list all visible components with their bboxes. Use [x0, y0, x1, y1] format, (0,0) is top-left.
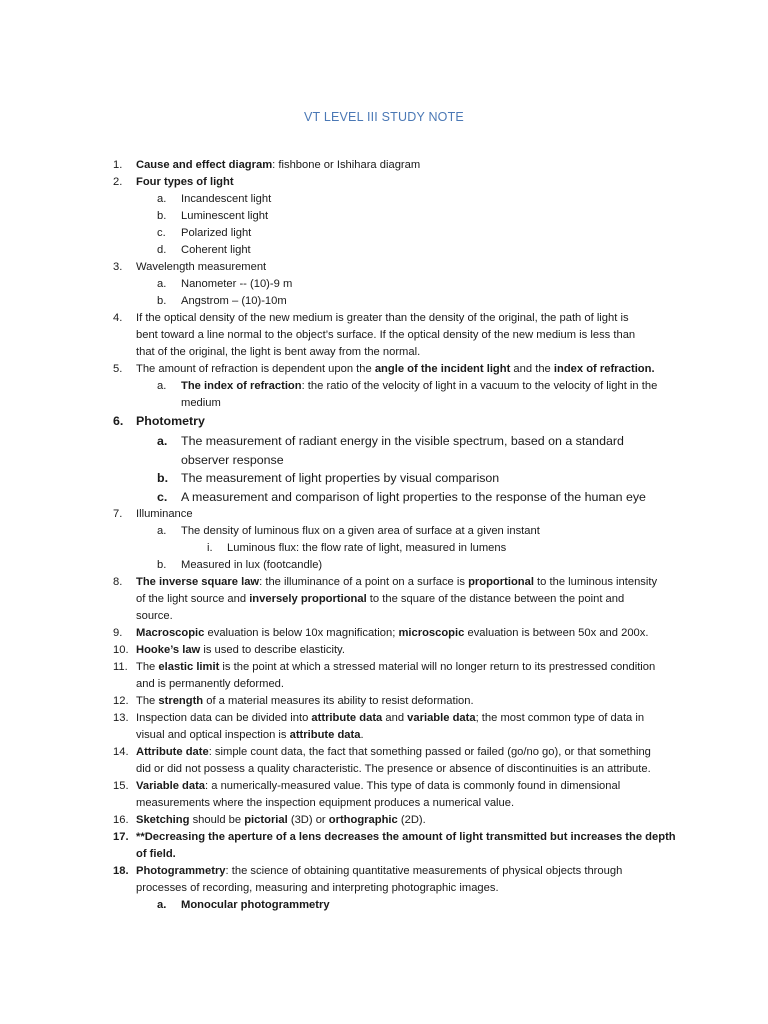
list-item-text — [181, 208, 268, 225]
list-item-text — [181, 378, 657, 395]
list-item — [0, 897, 768, 914]
list-item — [0, 608, 768, 625]
list-item — [0, 208, 768, 225]
list-marker: 9. — [113, 627, 123, 639]
list-marker: 12. — [113, 695, 129, 707]
list-marker: 14. — [113, 746, 129, 758]
list-item — [0, 432, 768, 451]
bold-text: angle of the incident light — [374, 363, 511, 375]
list-marker: a. — [157, 380, 167, 392]
list-item — [0, 727, 768, 744]
text-run: measurements where the inspection equipment produces a numerical value. — [136, 797, 515, 809]
list-item — [0, 523, 768, 540]
text-run: Inspection data can be divided into — [136, 712, 312, 724]
list-item-text — [136, 846, 176, 863]
list-marker: d. — [157, 244, 167, 256]
bold-text: of field. — [136, 848, 176, 860]
text-run: Nanometer -- (10)-9 m — [181, 278, 293, 290]
list-item — [0, 361, 768, 378]
list-item — [0, 574, 768, 591]
list-marker: 1. — [113, 159, 123, 171]
list-item — [0, 693, 768, 710]
list-marker: 10. — [113, 644, 129, 656]
list-marker: c. — [157, 227, 166, 239]
bold-text: strength — [158, 695, 204, 707]
text-run: Incandescent light — [181, 193, 272, 205]
list-item — [0, 557, 768, 574]
list-item — [0, 242, 768, 259]
text-run: Luminous flux: the flow rate of light, measured in lumens — [227, 542, 507, 554]
text-run: (2D). — [397, 814, 426, 826]
list-item — [0, 744, 768, 761]
list-item — [0, 540, 768, 557]
list-item-text — [181, 432, 624, 451]
bold-text: Hooke’s law — [136, 644, 201, 656]
list-item-text — [136, 778, 620, 795]
list-marker: 17. — [113, 831, 129, 843]
list-item — [0, 259, 768, 276]
list-item-text — [227, 540, 506, 557]
text-run: and is permanently deformed. — [136, 678, 285, 690]
document-title: VT LEVEL III STUDY NOTE — [304, 110, 464, 124]
text-run: The — [136, 695, 159, 707]
bold-text: Monocular photogrammetry — [181, 899, 330, 911]
list-item — [0, 761, 768, 778]
text-run: Angstrom – (10)-10m — [181, 295, 287, 307]
text-run: A measurement and comparison of light properties to the response of the human eye — [181, 490, 646, 504]
bold-text: Sketching — [136, 814, 190, 826]
text-run: : the illuminance of a point on a surface is — [259, 576, 469, 588]
list-marker: 11. — [113, 661, 128, 673]
list-item-text — [136, 761, 651, 778]
list-item — [0, 863, 768, 880]
text-run: bent toward a line normal to the object’s surface. If the optical density of the new medium is less than — [136, 329, 636, 341]
text-run: processes of recording, measuring and interpreting photographic images. — [136, 882, 499, 894]
bold-text: The index of refraction — [181, 380, 302, 392]
list-item — [0, 344, 768, 361]
text-run: Measured in lux (footcandle) — [181, 559, 323, 571]
list-item-text — [136, 608, 173, 625]
list-item-text — [181, 488, 646, 507]
list-marker: 18. — [113, 865, 129, 877]
list-marker: 8. — [113, 576, 123, 588]
list-item-text — [181, 276, 292, 293]
list-item — [0, 157, 768, 174]
bold-text: Four types of light — [136, 176, 234, 188]
text-run: If the optical density of the new medium is greater than the density of the original, the path of light is — [136, 312, 629, 324]
list-item-text — [136, 174, 234, 191]
bold-text: inversely proportional — [249, 593, 367, 605]
list-item-text — [181, 225, 251, 242]
list-item — [0, 327, 768, 344]
text-run: The measurement of radiant energy in the visible spectrum, based on a standard — [181, 434, 624, 448]
list-item — [0, 846, 768, 863]
list-item — [0, 829, 768, 846]
list-item — [0, 676, 768, 693]
list-item-text — [136, 727, 364, 744]
list-item — [0, 293, 768, 310]
text-run: of the light source and — [136, 593, 250, 605]
list-item-text — [136, 812, 426, 829]
list-item — [0, 276, 768, 293]
list-item-text — [136, 259, 266, 276]
text-run: ; the most common type of data in — [475, 712, 645, 724]
text-run: medium — [181, 397, 221, 409]
list-item-text — [136, 625, 648, 642]
bold-text: Attribute date — [136, 746, 209, 758]
list-item-text — [136, 344, 420, 361]
bold-text: index of refraction. — [553, 363, 655, 375]
list-item-text — [181, 897, 330, 914]
list-item — [0, 778, 768, 795]
text-run: : fishbone or Ishihara diagram — [272, 159, 421, 171]
text-run: : the ratio of the velocity of light in a vacuum to the velocity of light in the — [301, 380, 658, 392]
bold-text: pictorial — [244, 814, 288, 826]
list-item — [0, 451, 768, 470]
list-item — [0, 591, 768, 608]
bold-text: Macroscopic — [136, 627, 205, 639]
text-run: : simple count data, the fact that something passed or failed (go/no go), or that something — [208, 746, 651, 758]
bold-text: microscopic — [398, 627, 465, 639]
list-item-text — [136, 506, 193, 523]
text-run: and the — [510, 363, 554, 375]
list-marker: a. — [157, 899, 167, 911]
list-item-text — [136, 710, 644, 727]
text-run: source. — [136, 610, 173, 622]
list-item — [0, 378, 768, 395]
list-item — [0, 642, 768, 659]
list-item — [0, 191, 768, 208]
list-item-text — [136, 310, 629, 327]
text-run: to the luminous intensity — [533, 576, 658, 588]
text-run: Illuminance — [136, 508, 193, 520]
text-run: : a numerically-measured value. This type of data is commonly found in dimensional — [205, 780, 621, 792]
bold-text: proportional — [468, 576, 534, 588]
list-item-text — [181, 242, 251, 259]
list-marker: c. — [157, 490, 168, 504]
text-run: Polarized light — [181, 227, 252, 239]
list-item — [0, 659, 768, 676]
list-item-text — [181, 395, 221, 412]
list-item — [0, 412, 768, 431]
list-item-text — [136, 591, 624, 608]
list-item — [0, 710, 768, 727]
text-run: Luminescent light — [181, 210, 269, 222]
list-marker: a. — [157, 525, 167, 537]
list-item-text — [136, 676, 284, 693]
list-marker: 15. — [113, 780, 129, 792]
list-item — [0, 812, 768, 829]
bold-text: **Decreasing the aperture of a lens decreases the amount of light transmitted but increases the depth — [136, 831, 676, 843]
list-item-text — [181, 293, 287, 310]
text-run: evaluation is between 50x and 200x. — [464, 627, 649, 639]
list-item-text — [136, 327, 635, 344]
text-run: that of the original, the light is bent away from the normal. — [136, 346, 421, 358]
text-run: did or did not possess a quality characteristic. The presence or absence of discontinuities is an attribute. — [136, 763, 651, 775]
list-marker: 4. — [113, 312, 123, 324]
list-item-text — [136, 829, 676, 846]
text-run: The density of luminous flux on a given area of surface at a given instant — [181, 525, 540, 537]
list-item-text — [136, 412, 205, 431]
text-run: is the point at which a stressed material will no longer return to its prestressed condition — [219, 661, 656, 673]
list-item-text — [181, 451, 284, 470]
list-marker: a. — [157, 278, 167, 290]
list-item-text — [136, 863, 622, 880]
list-item-text — [136, 642, 345, 659]
list-item-text — [136, 574, 657, 591]
list-item — [0, 625, 768, 642]
text-run: of a material measures its ability to resist deformation. — [203, 695, 474, 707]
bold-text: Cause and effect diagram — [136, 159, 273, 171]
list-item — [0, 395, 768, 412]
list-item-text — [136, 361, 655, 378]
list-item — [0, 469, 768, 488]
list-marker: 6. — [113, 414, 124, 428]
list-item — [0, 174, 768, 191]
list-item — [0, 506, 768, 523]
list-item-text — [136, 795, 514, 812]
text-run: The — [136, 661, 159, 673]
list-marker: 3. — [113, 261, 123, 273]
bold-text: The inverse square law — [136, 576, 260, 588]
list-marker: b. — [157, 210, 167, 222]
list-marker: b. — [157, 471, 169, 485]
list-item — [0, 795, 768, 812]
bold-text: Photometry — [136, 414, 205, 428]
list-item-text — [181, 523, 540, 540]
list-item-text — [136, 693, 474, 710]
text-run: and — [382, 712, 408, 724]
bold-text: elastic limit — [158, 661, 220, 673]
list-item — [0, 225, 768, 242]
list-item-text — [181, 191, 271, 208]
list-item-text — [136, 880, 499, 897]
list-item — [0, 488, 768, 507]
list-item-text — [181, 557, 322, 574]
list-marker: 7. — [113, 508, 123, 520]
list-item-text — [136, 659, 655, 676]
list-marker: 16. — [113, 814, 129, 826]
text-run: visual and optical inspection is — [136, 729, 290, 741]
list-marker: 13. — [113, 712, 129, 724]
text-run: observer response — [181, 453, 284, 467]
text-run: The measurement of light properties by visual comparison — [181, 471, 500, 485]
list-marker: b. — [157, 295, 167, 307]
text-run: should be — [189, 814, 245, 826]
list-item-text — [181, 469, 499, 488]
list-marker: a. — [157, 193, 167, 205]
bold-text: variable data — [407, 712, 476, 724]
list-item — [0, 310, 768, 327]
bold-text: Photogrammetry — [136, 865, 226, 877]
list-item — [0, 880, 768, 897]
text-run: . — [360, 729, 364, 741]
text-run: The amount of refraction is dependent upon the — [136, 363, 375, 375]
text-run: evaluation is below 10x magnification; — [204, 627, 399, 639]
text-run: to the square of the distance between the point and — [366, 593, 625, 605]
bold-text: Variable data — [136, 780, 206, 792]
text-run: is used to describe elasticity. — [200, 644, 345, 656]
list-marker: 2. — [113, 176, 123, 188]
bold-text: orthographic — [328, 814, 398, 826]
bold-text: attribute data — [289, 729, 361, 741]
bold-text: attribute data — [311, 712, 383, 724]
text-run: Wavelength measurement — [136, 261, 267, 273]
text-run: : the science of obtaining quantitative measurements of physical objects through — [225, 865, 623, 877]
list-marker: i. — [207, 542, 213, 554]
list-marker: b. — [157, 559, 167, 571]
text-run: (3D) or — [287, 814, 329, 826]
list-marker: a. — [157, 434, 168, 448]
list-marker: 5. — [113, 363, 123, 375]
list-item-text — [136, 157, 420, 174]
list-item-text — [136, 744, 651, 761]
text-run: Coherent light — [181, 244, 251, 256]
